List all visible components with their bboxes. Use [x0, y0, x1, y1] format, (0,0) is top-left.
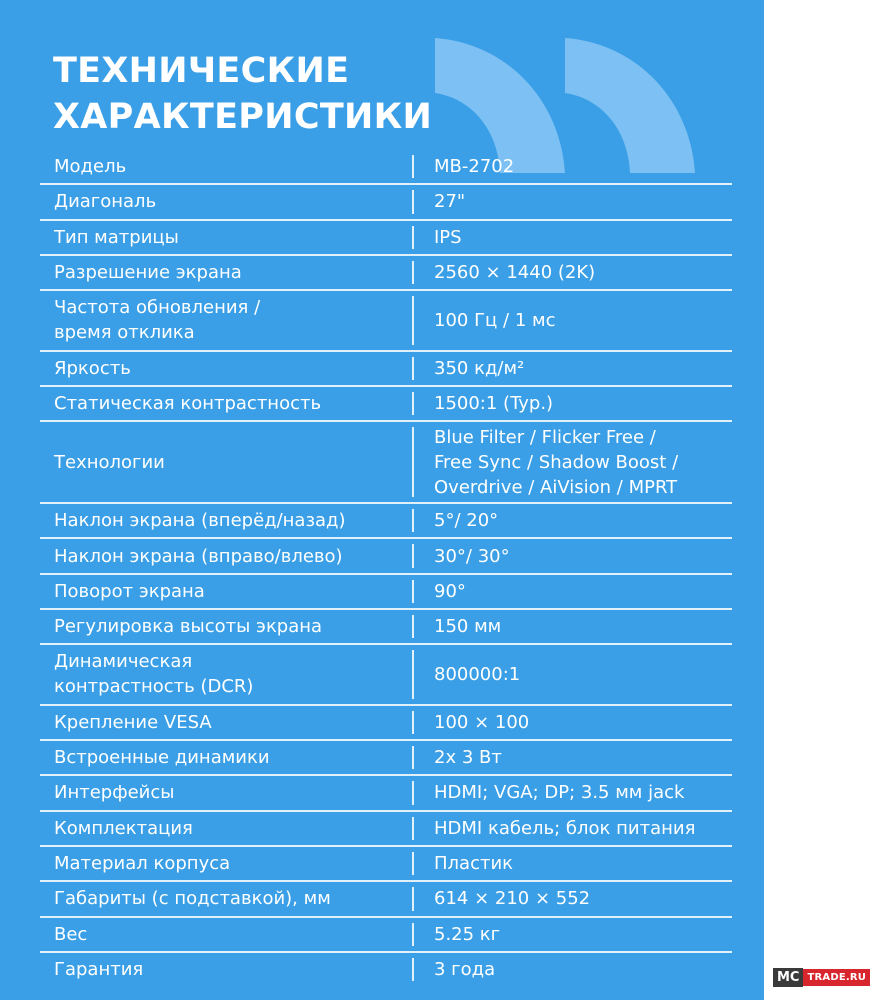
spec-label: Встроенные динамики	[54, 747, 270, 769]
spec-row	[40, 575, 732, 610]
spec-label: Частота обновления / время отклика	[54, 297, 261, 344]
spec-row	[40, 918, 732, 953]
spec-label: Тип матрицы	[54, 226, 179, 248]
spec-value: 800000:1	[434, 663, 521, 685]
spec-row	[40, 706, 732, 741]
spec-value: 614 × 210 × 552	[434, 888, 591, 910]
spec-label: Гарантия	[54, 958, 144, 980]
spec-row	[40, 256, 732, 291]
spec-label: Диагональ	[54, 191, 157, 213]
spec-value: Пластик	[434, 853, 514, 875]
spec-value: 5°/ 20°	[434, 510, 499, 532]
spec-label: Поворот экрана	[54, 580, 205, 602]
spec-row	[40, 185, 732, 220]
spec-row	[40, 847, 732, 882]
spec-row	[40, 504, 732, 539]
spec-label: Вес	[54, 923, 88, 945]
spec-value: HDMI кабель; блок питания	[434, 817, 696, 839]
spec-row	[40, 539, 732, 574]
spec-table	[40, 150, 732, 986]
spec-label: Габариты (с подставкой), мм	[54, 888, 331, 910]
spec-value: Blue Filter / Flicker Free / Free Sync / Shadow Boost / Overdrive / AiVision / MPRT	[434, 426, 679, 498]
spec-row	[40, 352, 732, 387]
spec-label: Интерфейсы	[54, 782, 175, 804]
spec-label: Динамическая контрастность (DCR)	[54, 651, 254, 698]
spec-value: 150 мм	[434, 616, 502, 638]
spec-row	[40, 291, 732, 351]
spec-value: MB-2702	[434, 156, 515, 178]
spec-value: 1500:1 (Typ.)	[434, 393, 554, 414]
spec-row	[40, 953, 732, 986]
spec-row	[40, 387, 732, 422]
spec-value: HDMI; VGA; DP; 3.5 мм jack	[434, 782, 685, 804]
spec-label: Разрешение экрана	[54, 262, 242, 284]
spec-label: Комплектация	[54, 817, 193, 839]
spec-value: 100 Гц / 1 мс	[434, 309, 556, 331]
title-line-2: ХАРАКТЕРИСТИКИ	[53, 97, 433, 137]
spec-row	[40, 645, 732, 705]
spec-label: Материал корпуса	[54, 853, 231, 875]
spec-label: Статическая контрастность	[54, 393, 322, 414]
spec-value: 5.25 кг	[434, 923, 501, 945]
spec-row	[40, 422, 732, 504]
watermark-part-2: TRADE.RU	[803, 969, 870, 986]
spec-label: Крепление VESA	[54, 711, 212, 733]
spec-value: 90°	[434, 580, 466, 602]
spec-label: Наклон экрана (вперёд/назад)	[54, 510, 346, 532]
spec-value: 350 кд/м²	[434, 357, 525, 379]
spec-label: Модель	[54, 156, 127, 178]
spec-label: Наклон экрана (вправо/влево)	[54, 545, 343, 567]
spec-row	[40, 741, 732, 776]
spec-label: Яркость	[54, 357, 131, 379]
spec-value: 100 × 100	[434, 711, 530, 733]
watermark-logo	[773, 966, 870, 988]
spec-row	[40, 882, 732, 917]
spec-label: Технологии	[54, 451, 165, 473]
spec-value: IPS	[434, 226, 462, 248]
title-line-1: ТЕХНИЧЕСКИЕ	[53, 51, 350, 91]
spec-value: 27"	[434, 191, 466, 213]
spec-value: 2560 × 1440 (2K)	[434, 262, 596, 284]
page-title	[53, 48, 432, 140]
spec-value: 30°/ 30°	[434, 545, 510, 567]
spec-label: Регулировка высоты экрана	[54, 616, 323, 638]
spec-row	[40, 221, 732, 256]
spec-row	[40, 150, 732, 185]
spec-value: 2x 3 Вт	[434, 747, 502, 769]
spec-row	[40, 812, 732, 847]
watermark-part-1: MC	[773, 968, 803, 987]
spec-value: 3 года	[434, 958, 496, 980]
spec-row	[40, 610, 732, 645]
spec-row	[40, 776, 732, 811]
